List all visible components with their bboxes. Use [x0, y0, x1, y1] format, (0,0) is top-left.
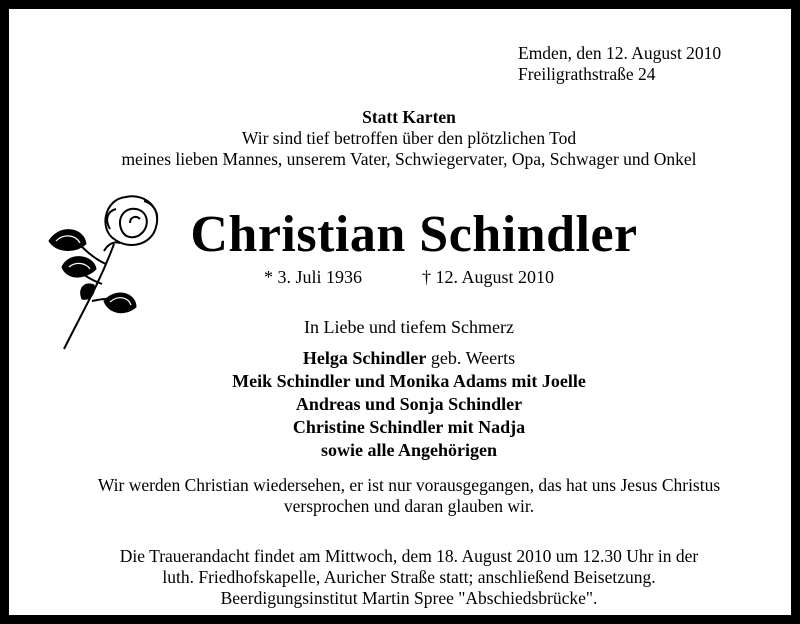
service-line-2: luth. Friedhofskapelle, Auricher Straße statt; anschließend Beisetzung.: [162, 567, 656, 587]
place-block: [518, 43, 721, 85]
intro-line-1: Wir sind tief betroffen über den plötzlichen Tod: [241, 128, 577, 148]
mourner-line: Andreas und Sonja Schindler: [295, 394, 523, 414]
intro-block: [9, 107, 800, 170]
address: Freiligrathstraße 24: [518, 64, 656, 84]
deceased-name: Christian Schindler: [190, 206, 638, 263]
mourner-line: [9, 347, 800, 370]
mourner-line: Christine Schindler mit Nadja: [292, 417, 526, 437]
life-dates: [9, 267, 800, 288]
intro-heading: Statt Karten: [362, 107, 456, 127]
mourners-list: [9, 347, 800, 462]
mourners-intro: In Liebe und tiefem Schmerz: [304, 317, 514, 337]
service-line-1: Die Trauerandacht findet am Mittwoch, dem 18. August 2010 um 12.30 Uhr in der: [119, 546, 699, 566]
service-block: [9, 546, 800, 609]
intro-line-2: meines lieben Mannes, unserem Vater, Schwiegervater, Opa, Schwager und Onkel: [121, 149, 697, 169]
service-line-3: Beerdigungsinstitut Martin Spree "Abschiedsbrücke".: [220, 588, 598, 608]
mourner-suffix: geb. Weerts: [426, 348, 516, 368]
place-date: Emden, den 12. August 2010: [518, 43, 722, 63]
mourner-name: Helga Schindler: [302, 348, 427, 368]
death-date: † 12. August 2010: [422, 267, 555, 287]
mourner-line: Meik Schindler und Monika Adams mit Joelle: [232, 371, 586, 391]
quote-line-2: versprochen und daran glauben wir.: [283, 496, 535, 516]
birth-date: * 3. Juli 1936: [263, 267, 362, 287]
quote-line-1: Wir werden Christian wiedersehen, er ist nur vorausgegangen, das hat uns Jesus Christus: [97, 475, 721, 495]
mourner-line: sowie alle Angehörigen: [321, 440, 497, 460]
quote-block: [9, 475, 800, 517]
